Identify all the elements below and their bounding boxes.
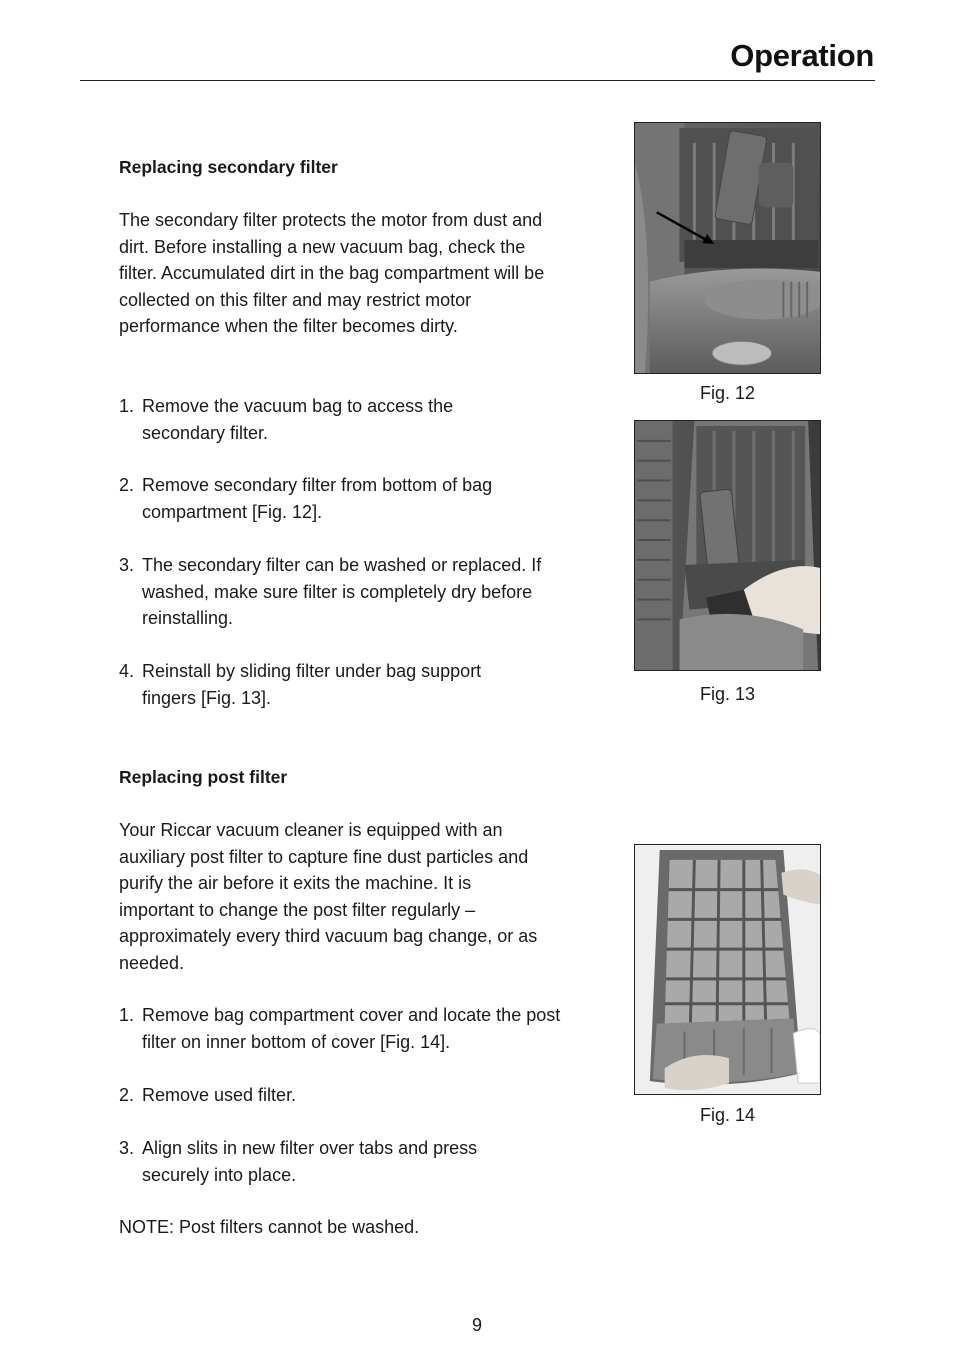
step-number: 1.	[119, 396, 135, 416]
post-step-1	[119, 1002, 569, 1055]
vacuum-compartment-image	[635, 123, 820, 373]
step-text: Reinstall by sliding filter under bag support fingers [Fig. 13].	[142, 661, 482, 708]
fig-13-photo	[634, 420, 821, 671]
step-text: Remove the vacuum bag to access the secondary filter.	[142, 396, 454, 443]
step-text: Align slits in new filter over tabs and press securely into place.	[142, 1138, 478, 1185]
step-number: 4.	[119, 661, 135, 681]
secondary-step-3	[119, 552, 569, 632]
secondary-filter-section	[119, 154, 569, 180]
post-filter-cover-image	[635, 845, 820, 1094]
header-divider	[80, 80, 875, 81]
fig-12-photo	[634, 122, 821, 374]
step-number: 2.	[119, 475, 135, 495]
page-number: 9	[471, 1315, 482, 1335]
step-text: Remove used filter.	[142, 1085, 297, 1105]
secondary-step-1	[119, 393, 539, 446]
post-filter-intro: Your Riccar vacuum cleaner is equipped with an auxiliary post filter to capture fine dust particles and purify the air before it exits the machine. It is important to change the post filter regularly – approximately every third vacuum bag change, or as needed.	[119, 820, 538, 973]
secondary-filter-intro: The secondary filter protects the motor from dust and dirt. Before installing a new vacuum bag, check the filter. Accumulated dirt in the bag compartment will be collected on this filter and may restrict motor performance when the filter becomes dirty.	[119, 210, 545, 336]
step-text: Remove secondary filter from bottom of bag compartment [Fig. 12].	[142, 475, 493, 522]
post-step-3	[119, 1135, 539, 1188]
filter-install-image	[635, 421, 820, 670]
secondary-step-2	[119, 472, 539, 525]
step-text: The secondary filter can be washed or replaced. If washed, make sure filter is completely dry before reinstalling.	[142, 555, 542, 628]
post-filter-note-block	[119, 1214, 569, 1241]
post-filter-heading: Replacing post filter	[119, 767, 288, 787]
post-filter-intro-block	[119, 817, 544, 976]
secondary-filter-intro-block	[119, 207, 559, 340]
post-step-2	[119, 1082, 539, 1109]
fig-14-photo	[634, 844, 821, 1095]
fig-14-caption: Fig. 14	[699, 1105, 756, 1125]
step-number: 2.	[119, 1085, 135, 1105]
step-number: 1.	[119, 1005, 135, 1025]
fig-12-caption: Fig. 12	[699, 383, 756, 403]
secondary-filter-heading: Replacing secondary filter	[119, 157, 338, 177]
post-filter-section	[119, 764, 569, 790]
fig-13-caption: Fig. 13	[699, 684, 756, 704]
page-title: Operation	[730, 38, 874, 73]
secondary-step-4	[119, 658, 539, 711]
post-filter-note: NOTE: Post filters cannot be washed.	[119, 1217, 420, 1237]
step-number: 3.	[119, 555, 135, 575]
step-text: Remove bag compartment cover and locate the post filter on inner bottom of cover [Fig. 14].	[142, 1005, 561, 1052]
step-number: 3.	[119, 1138, 135, 1158]
